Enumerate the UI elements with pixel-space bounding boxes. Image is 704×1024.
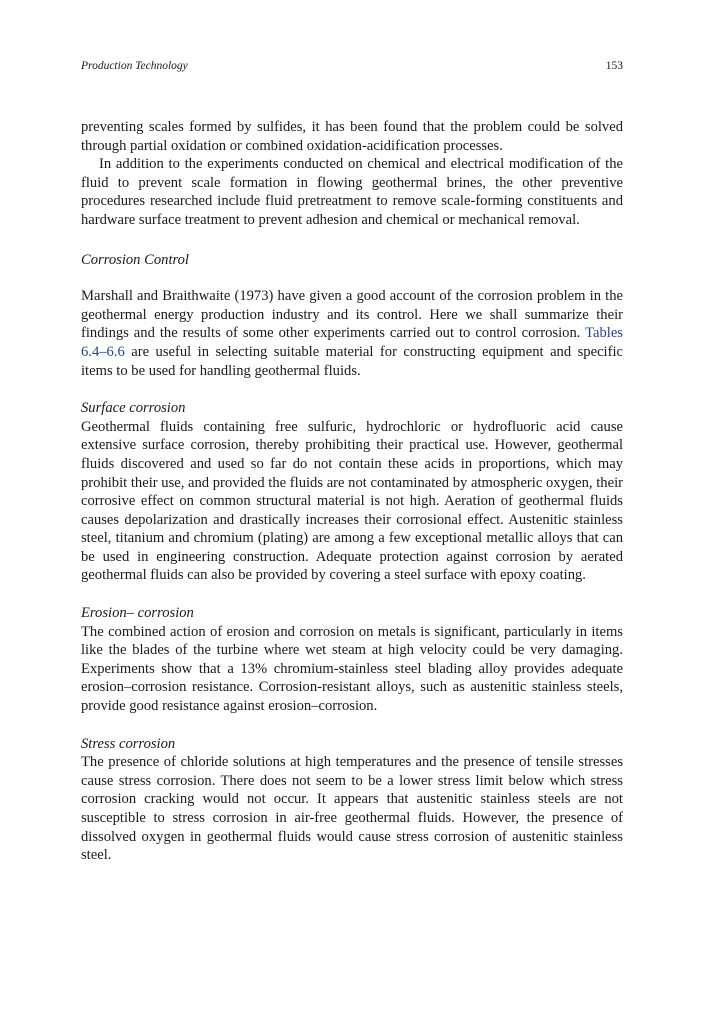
page-number: 153 bbox=[605, 60, 623, 72]
running-title: Production Technology bbox=[81, 60, 188, 72]
corrosion-control-paragraph bbox=[81, 287, 623, 380]
subheading-erosion-corrosion: Erosion– corrosion bbox=[81, 605, 194, 622]
tables-reference-link[interactable]: Tables 6.4–6.6 bbox=[81, 325, 623, 360]
intro-paragraph-1: preventing scales formed by sulfides, it has been found that the problem could be solved through partial oxidation or combined oxidation-acidification processes. bbox=[81, 119, 623, 154]
erosion-corrosion-paragraph: The combined action of erosion and corrosion on metals is significant, particularly in items like the blades of the turbine where wet steam at high velocity could be very damaging. Experiments show that a 13% chromium-stainless steel blading alloy provides adequate erosion–corrosion resistance. Corrosion-resistant alloys, such as austenitic stainless steels, provide good resistance against erosion–corrosion. bbox=[81, 623, 623, 715]
corrosion-control-text-before: Marshall and Braithwaite (1973) have given a good account of the corrosion problem in the geothermal energy production industry and its control. Here we shall summarize their findings and the results of some other experiments carried out to control corrosion. bbox=[81, 288, 623, 342]
subheading-stress-corrosion: Stress corrosion bbox=[81, 735, 176, 752]
subheading-surface-corrosion: Surface corrosion bbox=[81, 400, 186, 417]
section-heading-corrosion-control: Corrosion Control bbox=[81, 251, 189, 268]
document-page bbox=[81, 60, 623, 865]
stress-corrosion-paragraph: The presence of chloride solutions at high temperatures and the presence of tensile stresses cause stress corrosion. There does not seem to be a lower stress limit below which stress corrosion cracking would not occur. It appears that austenitic stainless steels are not susceptible to stress corrosion in air-free geothermal fluids. However, the presence of dissolved oxygen in geothermal fluids would cause stress corrosion of austenitic stainless steel. bbox=[81, 754, 623, 864]
intro-paragraph-2: In addition to the experiments conducted on chemical and electrical modification of the fluid to prevent scale formation in flowing geothermal brines, the other preventive procedures researched include fluid pretreatment to remove scale-forming constituents and hardware surface treatment to prevent adhesion and chemical or mechanical removal. bbox=[81, 156, 623, 228]
corrosion-control-text-after: are useful in selecting suitable material for constructing equipment and specific items to be used for handling geothermal fluids. bbox=[81, 343, 623, 379]
running-header bbox=[81, 60, 623, 80]
surface-corrosion-paragraph: Geothermal fluids containing free sulfuric, hydrochloric or hydrofluoric acid cause extensive surface corrosion, thereby prohibiting their practical use. However, geothermal fluids discovered and used so far do not contain these acids in proportions, which may prohibit their use, and provided the fluids are not contaminated by atmospheric oxygen, their corrosive effect on common structural material is not high. Aeration of geothermal fluids causes depolarization and drastically increases their corrosional effect. Austenitic stainless steel, titanium and chromium (plating) are among a few exceptional metallic alloys that can be used in engineering construction. Adequate protection against corrosion by aerated geothermal fluids can also be provided by covering a steel surface with epoxy coating. bbox=[81, 418, 623, 584]
